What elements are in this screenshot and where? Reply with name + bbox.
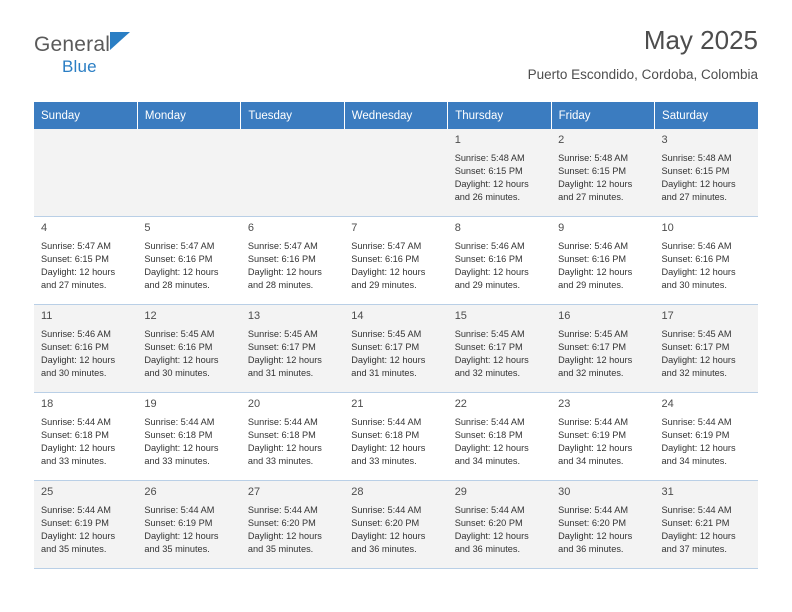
day-info-line: Sunset: 6:16 PM: [558, 253, 627, 264]
day-info-line: Sunset: 6:15 PM: [558, 165, 627, 176]
day-info-line: Sunrise: 5:45 AM: [247, 328, 318, 339]
title-block: [528, 26, 758, 82]
calendar-day-cell: [344, 305, 447, 393]
day-number: 25: [41, 486, 54, 498]
day-info-line: Sunrise: 5:44 AM: [41, 504, 111, 515]
day-info-line: and 29 minutes.: [454, 279, 521, 290]
day-info-line: Sunrise: 5:44 AM: [351, 416, 422, 427]
calendar-day-cell: [241, 305, 344, 393]
day-info-line: and 34 minutes.: [558, 455, 624, 466]
calendar-day-empty: [34, 129, 137, 217]
calendar-week-row: [34, 393, 758, 481]
calendar-day-cell: [655, 305, 758, 393]
day-number: 31: [661, 486, 674, 498]
day-number: 8: [454, 222, 461, 234]
weekday-header-friday: Friday: [551, 102, 654, 129]
day-info-line: Sunrise: 5:46 AM: [41, 328, 111, 339]
day-info-line: Daylight: 12 hours: [41, 442, 116, 453]
calendar-day-cell: [655, 393, 758, 481]
day-info-line: Sunrise: 5:47 AM: [247, 240, 318, 251]
weekday-header-tuesday: Tuesday: [241, 102, 344, 129]
day-info-line: and 30 minutes.: [661, 279, 727, 290]
calendar-day-cell: [551, 217, 654, 305]
day-number: 22: [454, 398, 467, 410]
day-info-line: Sunset: 6:17 PM: [454, 341, 523, 352]
day-number: 13: [247, 310, 261, 322]
calendar-day-cell: [241, 393, 344, 481]
calendar-header-row: [34, 102, 758, 129]
day-info-line: Daylight: 12 hours: [247, 266, 322, 277]
calendar-day-cell: [655, 129, 758, 217]
day-info-line: Daylight: 12 hours: [144, 442, 219, 453]
day-info-line: and 29 minutes.: [558, 279, 624, 290]
calendar-day-cell: [137, 217, 240, 305]
day-info-line: and 33 minutes.: [351, 455, 417, 466]
calendar-day-empty: [137, 129, 240, 217]
day-info-line: Sunset: 6:16 PM: [41, 341, 109, 352]
day-info-line: Daylight: 12 hours: [144, 266, 219, 277]
weekday-header-monday: Monday: [137, 102, 240, 129]
calendar-week-row: [34, 481, 758, 569]
day-info-line: Daylight: 12 hours: [454, 354, 529, 365]
day-number: 23: [558, 398, 571, 410]
day-info-line: and 35 minutes.: [144, 543, 210, 554]
day-info-line: Daylight: 12 hours: [454, 178, 529, 189]
day-info-line: Sunrise: 5:45 AM: [558, 328, 629, 339]
day-info-line: Daylight: 12 hours: [558, 354, 633, 365]
day-info-line: Daylight: 12 hours: [41, 354, 116, 365]
calendar-day-cell: [137, 393, 240, 481]
day-info-line: and 30 minutes.: [41, 367, 107, 378]
day-info-line: Sunrise: 5:44 AM: [454, 504, 525, 515]
day-number: 24: [661, 398, 674, 410]
day-number: 27: [247, 486, 261, 498]
day-info-line: Sunrise: 5:45 AM: [454, 328, 525, 339]
day-info-line: Daylight: 12 hours: [41, 530, 116, 541]
day-number: 7: [351, 222, 358, 234]
day-info-line: Sunrise: 5:44 AM: [558, 416, 629, 427]
logo-text-blue: Blue: [62, 57, 97, 76]
calendar-day-cell: [34, 217, 137, 305]
day-info-line: Daylight: 12 hours: [661, 442, 736, 453]
day-info-line: and 36 minutes.: [351, 543, 417, 554]
day-info-line: Sunset: 6:18 PM: [454, 429, 523, 440]
day-number: 12: [144, 310, 157, 322]
day-number: 17: [661, 310, 674, 322]
day-info-line: Sunset: 6:17 PM: [558, 341, 627, 352]
day-info-line: Sunset: 6:16 PM: [247, 253, 316, 264]
day-number: 9: [558, 222, 565, 234]
day-info-line: Daylight: 12 hours: [351, 266, 426, 277]
page-header: [34, 26, 758, 88]
day-info-line: and 36 minutes.: [454, 543, 521, 554]
calendar-week-row: [34, 129, 758, 217]
day-info-line: and 27 minutes.: [661, 191, 727, 202]
day-info-line: and 32 minutes.: [661, 367, 727, 378]
calendar-day-cell: [448, 129, 551, 217]
calendar-week-row: [34, 305, 758, 393]
calendar-day-cell: [448, 481, 551, 569]
calendar-day-cell: [448, 393, 551, 481]
calendar-day-cell: [34, 305, 137, 393]
day-info-line: Sunrise: 5:44 AM: [661, 416, 732, 427]
logo-text-general: General: [34, 33, 111, 56]
day-info-line: Sunrise: 5:45 AM: [661, 328, 732, 339]
calendar-day-cell: [137, 305, 240, 393]
calendar-day-cell: [344, 217, 447, 305]
day-info-line: Sunrise: 5:44 AM: [454, 416, 525, 427]
day-number: 5: [144, 222, 151, 234]
day-info-line: Sunset: 6:19 PM: [661, 429, 730, 440]
weekday-header-wednesday: Wednesday: [344, 102, 447, 129]
day-info-line: Sunrise: 5:48 AM: [454, 152, 525, 163]
day-info-line: Sunrise: 5:46 AM: [558, 240, 629, 251]
day-number: 14: [351, 310, 364, 322]
day-info-line: and 35 minutes.: [41, 543, 107, 554]
day-info-line: Sunset: 6:15 PM: [661, 165, 730, 176]
day-info-line: Sunrise: 5:48 AM: [661, 152, 732, 163]
day-number: 15: [454, 310, 467, 322]
day-info-line: and 33 minutes.: [41, 455, 107, 466]
calendar-day-cell: [137, 481, 240, 569]
day-number: 16: [558, 310, 571, 322]
day-info-line: Sunrise: 5:47 AM: [41, 240, 111, 251]
day-info-line: and 33 minutes.: [247, 455, 314, 466]
day-info-line: and 27 minutes.: [41, 279, 107, 290]
day-info-line: Daylight: 12 hours: [247, 530, 322, 541]
day-info-line: Sunrise: 5:45 AM: [351, 328, 422, 339]
page-title: May 2025: [643, 25, 758, 55]
day-number: 21: [351, 398, 364, 410]
day-info-line: and 29 minutes.: [351, 279, 417, 290]
calendar-day-cell: [34, 393, 137, 481]
day-info-line: and 30 minutes.: [144, 367, 210, 378]
day-info-line: Sunrise: 5:47 AM: [351, 240, 422, 251]
day-info-line: Daylight: 12 hours: [558, 266, 633, 277]
weekday-header-sunday: Sunday: [34, 102, 137, 129]
day-info-line: Sunset: 6:15 PM: [41, 253, 109, 264]
day-info-line: Sunrise: 5:44 AM: [247, 416, 318, 427]
day-info-line: Daylight: 12 hours: [558, 530, 633, 541]
day-info-line: Sunset: 6:16 PM: [144, 253, 213, 264]
day-number: 11: [41, 310, 53, 322]
day-info-line: Sunset: 6:18 PM: [351, 429, 420, 440]
day-number: 30: [558, 486, 571, 498]
day-info-line: Sunrise: 5:44 AM: [558, 504, 629, 515]
day-info-line: Sunrise: 5:44 AM: [144, 504, 215, 515]
logo-flag-icon: [110, 32, 130, 50]
day-number: 29: [454, 486, 467, 498]
calendar-day-cell: [551, 305, 654, 393]
day-info-line: Sunset: 6:16 PM: [144, 341, 213, 352]
day-info-line: Sunrise: 5:48 AM: [558, 152, 629, 163]
day-info-line: Daylight: 12 hours: [351, 530, 426, 541]
day-info-line: Daylight: 12 hours: [661, 354, 736, 365]
day-info-line: Sunset: 6:18 PM: [41, 429, 109, 440]
day-info-line: and 33 minutes.: [144, 455, 210, 466]
day-info-line: and 37 minutes.: [661, 543, 727, 554]
day-info-line: Sunset: 6:16 PM: [661, 253, 730, 264]
weekday-header-saturday: Saturday: [655, 102, 758, 129]
day-number: 20: [247, 398, 261, 410]
calendar-day-empty: [344, 129, 447, 217]
day-info-line: Daylight: 12 hours: [558, 178, 633, 189]
day-number: 1: [454, 134, 461, 146]
day-info-line: Sunset: 6:20 PM: [247, 517, 316, 528]
day-number: 28: [351, 486, 364, 498]
day-info-line: and 36 minutes.: [558, 543, 624, 554]
day-info-line: Sunrise: 5:44 AM: [41, 416, 111, 427]
day-info-line: and 34 minutes.: [661, 455, 727, 466]
calendar-day-empty: [241, 129, 344, 217]
day-info-line: Sunrise: 5:44 AM: [351, 504, 422, 515]
day-info-line: and 28 minutes.: [247, 279, 314, 290]
calendar-day-cell: [344, 481, 447, 569]
day-number: 26: [144, 486, 157, 498]
day-info-line: Daylight: 12 hours: [454, 442, 529, 453]
day-info-line: Daylight: 12 hours: [661, 266, 736, 277]
day-info-line: Daylight: 12 hours: [351, 442, 426, 453]
calendar-day-cell: [655, 481, 758, 569]
day-info-line: Daylight: 12 hours: [247, 442, 322, 453]
day-number: 3: [661, 134, 668, 146]
day-info-line: Daylight: 12 hours: [41, 266, 116, 277]
day-number: 19: [144, 398, 157, 410]
day-info-line: Sunrise: 5:44 AM: [247, 504, 318, 515]
day-info-line: Daylight: 12 hours: [351, 354, 426, 365]
calendar-day-cell: [655, 217, 758, 305]
calendar-day-cell: [448, 305, 551, 393]
calendar-day-cell: [241, 217, 344, 305]
day-info-line: Sunset: 6:20 PM: [454, 517, 523, 528]
weekday-header-thursday: Thursday: [448, 102, 551, 129]
calendar-day-cell: [241, 481, 344, 569]
day-info-line: Daylight: 12 hours: [661, 178, 736, 189]
calendar-day-cell: [34, 481, 137, 569]
day-info-line: and 32 minutes.: [454, 367, 521, 378]
day-info-line: Daylight: 12 hours: [144, 354, 219, 365]
day-info-line: and 35 minutes.: [247, 543, 314, 554]
day-number: 18: [41, 398, 54, 410]
day-info-line: and 28 minutes.: [144, 279, 210, 290]
calendar-table: [34, 102, 758, 569]
day-info-line: and 27 minutes.: [558, 191, 624, 202]
day-info-line: Sunset: 6:19 PM: [41, 517, 109, 528]
day-info-line: Daylight: 12 hours: [144, 530, 219, 541]
day-info-line: Daylight: 12 hours: [454, 530, 529, 541]
day-info-line: Daylight: 12 hours: [661, 530, 736, 541]
day-info-line: Daylight: 12 hours: [454, 266, 529, 277]
calendar-body: [34, 129, 758, 569]
calendar-day-cell: [448, 217, 551, 305]
day-info-line: Sunset: 6:20 PM: [558, 517, 627, 528]
day-info-line: Sunrise: 5:45 AM: [144, 328, 215, 339]
day-info-line: Daylight: 12 hours: [247, 354, 322, 365]
day-info-line: and 32 minutes.: [558, 367, 624, 378]
day-info-line: Sunrise: 5:44 AM: [144, 416, 215, 427]
day-info-line: Sunrise: 5:47 AM: [144, 240, 215, 251]
location-subtitle: Puerto Escondido, Cordoba, Colombia: [527, 66, 758, 82]
day-number: 4: [41, 222, 48, 234]
day-info-line: and 34 minutes.: [454, 455, 521, 466]
day-info-line: Sunrise: 5:46 AM: [454, 240, 525, 251]
calendar-day-cell: [551, 129, 654, 217]
day-info-line: Sunrise: 5:46 AM: [661, 240, 732, 251]
calendar-week-row: [34, 217, 758, 305]
day-info-line: Sunset: 6:17 PM: [661, 341, 730, 352]
day-info-line: Sunset: 6:19 PM: [144, 517, 213, 528]
day-info-line: Sunset: 6:18 PM: [144, 429, 213, 440]
logo: [34, 26, 110, 75]
day-info-line: Sunset: 6:20 PM: [351, 517, 420, 528]
day-info-line: Sunset: 6:16 PM: [351, 253, 420, 264]
calendar-day-cell: [551, 393, 654, 481]
day-info-line: Sunset: 6:16 PM: [454, 253, 523, 264]
day-info-line: Sunset: 6:17 PM: [351, 341, 420, 352]
day-info-line: Daylight: 12 hours: [558, 442, 633, 453]
calendar-day-cell: [344, 393, 447, 481]
day-info-line: Sunrise: 5:44 AM: [661, 504, 732, 515]
day-info-line: Sunset: 6:19 PM: [558, 429, 627, 440]
day-info-line: Sunset: 6:21 PM: [661, 517, 730, 528]
day-number: 6: [247, 222, 254, 234]
day-info-line: Sunset: 6:17 PM: [247, 341, 316, 352]
day-number: 2: [558, 134, 565, 146]
day-info-line: and 31 minutes.: [247, 367, 314, 378]
calendar-day-cell: [551, 481, 654, 569]
day-info-line: and 31 minutes.: [351, 367, 417, 378]
day-info-line: and 26 minutes.: [454, 191, 521, 202]
day-info-line: Sunset: 6:15 PM: [454, 165, 523, 176]
day-info-line: Sunset: 6:18 PM: [247, 429, 316, 440]
day-number: 10: [661, 222, 674, 234]
